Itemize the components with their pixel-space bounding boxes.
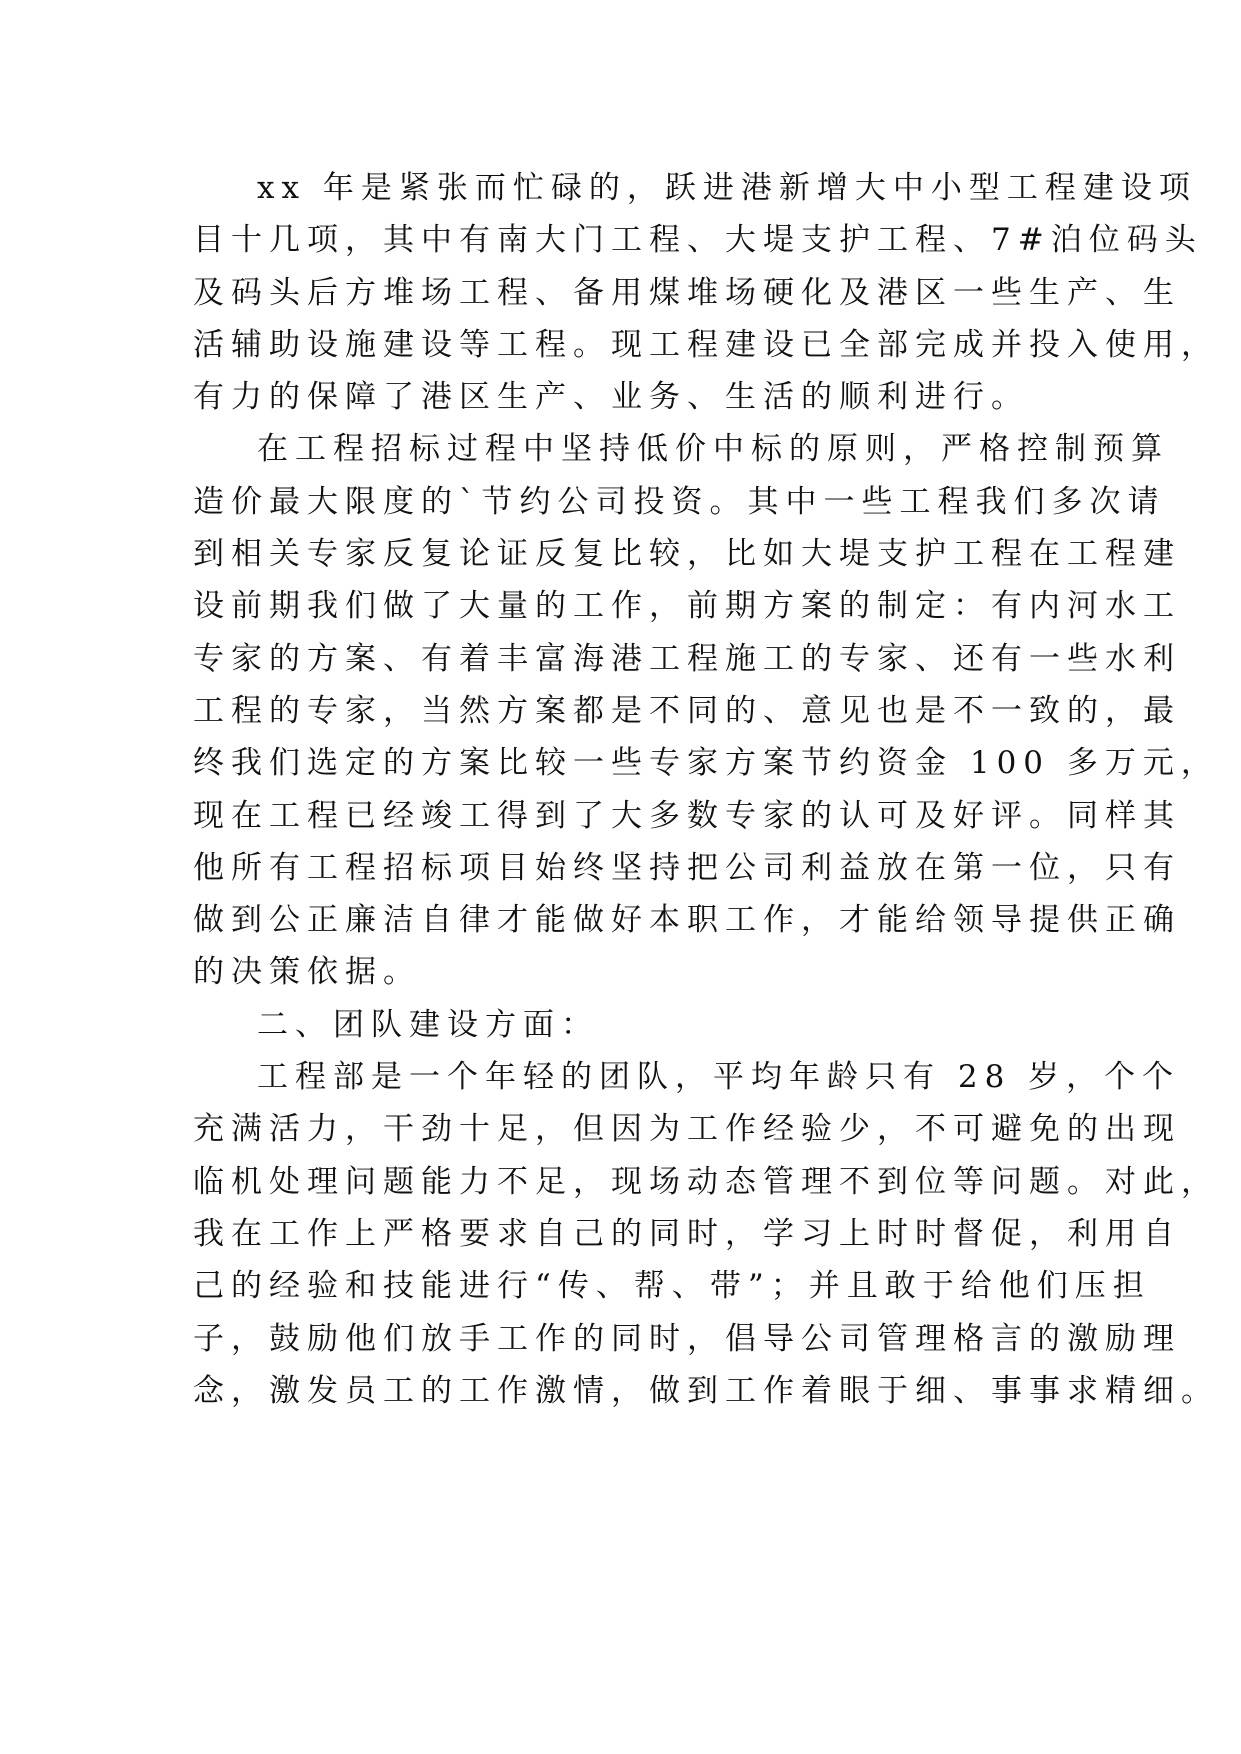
paragraph-2-line-4: 设前期我们做了大量的工作，前期方案的制定：有内河水工 [193, 588, 1181, 625]
paragraph-2-line-1: 在工程招标过程中坚持低价中标的原则，严格控制预算 [257, 431, 1169, 468]
paragraph-2-line-5: 专家的方案、有着丰富海港工程施工的专家、还有一些水利 [193, 640, 1181, 677]
paragraph-2-line-11: 的决策依据。 [193, 954, 421, 991]
paragraph-3-line-3: 临机处理问题能力不足，现场动态管理不到位等问题。对此， [193, 1163, 1219, 1200]
paragraph-2-line-6: 工程的专家，当然方案都是不同的、意见也是不一致的，最 [193, 692, 1181, 729]
paragraph-2-line-9: 他所有工程招标项目始终坚持把公司利益放在第一位，只有 [193, 849, 1181, 886]
paragraph-1-line-5: 有力的保障了港区生产、业务、生活的顺利进行。 [193, 379, 1029, 416]
paragraph-2-line-7: 终我们选定的方案比较一些专家方案节约资金 100 多万元， [193, 745, 1219, 782]
paragraph-1-line-2: 目十几项，其中有南大门工程、大堤支护工程、7#泊位码头 [193, 222, 1203, 259]
paragraph-1-line-1: xx 年是紧张而忙碌的，跃进港新增大中小型工程建设项 [257, 170, 1197, 206]
paragraph-3-line-5: 己的经验和技能进行“传、帮、带”；并且敢于给他们压担 [193, 1268, 1151, 1305]
paragraph-1-line-4: 活辅助设施建设等工程。现工程建设已全部完成并投入使用， [193, 326, 1219, 363]
paragraph-3-line-1: 工程部是一个年轻的团队，平均年龄只有 28 岁，个个 [257, 1059, 1181, 1096]
paragraph-3-line-4: 我在工作上严格要求自己的同时，学习上时时督促，利用自 [193, 1215, 1181, 1252]
paragraph-2-line-8: 现在工程已经竣工得到了大多数专家的认可及好评。同样其 [193, 797, 1181, 834]
paragraph-3-line-2: 充满活力，干劲十足，但因为工作经验少，不可避免的出现 [193, 1111, 1181, 1148]
section-heading: 二、团队建设方面： [257, 1006, 599, 1043]
paragraph-1-line-3: 及码头后方堆场工程、备用煤堆场硬化及港区一些生产、生 [193, 274, 1181, 311]
paragraph-2-line-10: 做到公正廉洁自律才能做好本职工作，才能给领导提供正确 [193, 902, 1181, 939]
paragraph-3-line-6: 子，鼓励他们放手工作的同时，倡导公司管理格言的激励理 [193, 1320, 1181, 1357]
paragraph-2-line-3: 到相关专家反复论证反复比较，比如大堤支护工程在工程建 [193, 536, 1181, 573]
document-body [193, 162, 1219, 1417]
paragraph-2-line-2: 造价最大限度的`节约公司投资。其中一些工程我们多次请 [193, 483, 1166, 520]
paragraph-3-line-7: 念，激发员工的工作激情，做到工作着眼于细、事事求精细。 [193, 1372, 1219, 1409]
